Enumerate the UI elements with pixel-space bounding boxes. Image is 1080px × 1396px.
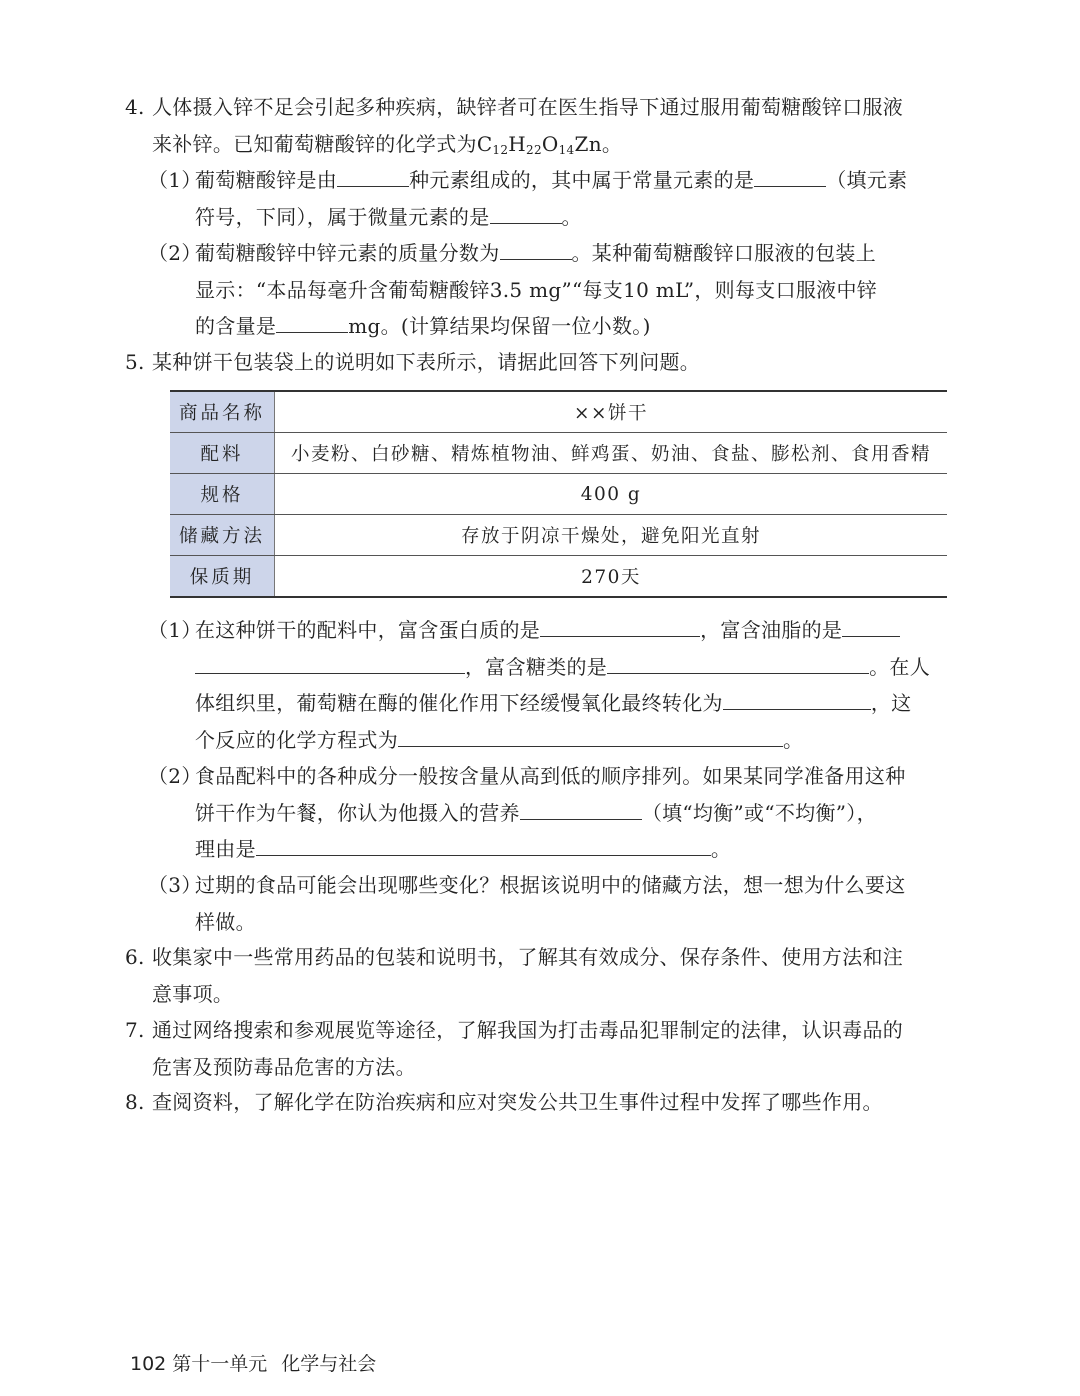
part-number: （1） xyxy=(148,168,202,192)
table-row xyxy=(170,474,947,515)
text-line: 。 xyxy=(710,837,732,861)
question-text xyxy=(152,89,950,126)
text-line: 饼干作为午餐，你认为他摄入的营养 xyxy=(195,800,520,825)
answer-blank[interactable] xyxy=(337,164,409,187)
text-line: 显示：“本品每毫升含葡萄糖酸锌3.5 mg”“每支10 mL”，则每支口服液中锌 xyxy=(195,277,878,302)
table-value: 存放于阴凉干燥处，避免阳光直射 xyxy=(275,515,948,556)
question-number: 5. xyxy=(125,350,145,374)
text-line: 符号，下同），属于微量元素的是 xyxy=(195,204,490,229)
text-line: （填“均衡”或“不均衡”）， xyxy=(641,800,877,825)
table-row xyxy=(170,433,947,474)
text-line: 个反应的化学方程式为 xyxy=(195,727,398,752)
part-number: （3） xyxy=(148,873,202,897)
page-number: 102 xyxy=(130,1353,167,1375)
question-5-part-2 xyxy=(148,758,950,868)
answer-blank[interactable] xyxy=(754,164,826,187)
unit-title: 化学与社会 xyxy=(281,1353,377,1375)
table-row xyxy=(170,515,947,556)
formula-element: H xyxy=(508,131,527,156)
text-line: 。 xyxy=(561,204,582,229)
text-line: 通过网络搜索和参观展览等途径，了解我国为打击毒品犯罪制定的法律，认识毒品的 xyxy=(152,1018,904,1042)
formula-subscript: 14 xyxy=(558,142,575,157)
text-line: 查阅资料，了解化学在防治疾病和应对突发公共卫生事件过程中发挥了哪些作用。 xyxy=(152,1090,883,1114)
table-key: 规格 xyxy=(170,474,275,515)
answer-blank[interactable] xyxy=(490,201,562,224)
answer-blank[interactable] xyxy=(276,310,348,333)
text-line: 收集家中一些常用药品的包装和说明书，了解其有效成分、保存条件、使用方法和注 xyxy=(152,945,904,969)
table-row xyxy=(170,556,947,598)
text-line: 。 xyxy=(783,727,804,752)
formula-element: O xyxy=(541,131,559,156)
text-line: 意事项。 xyxy=(152,981,234,1006)
table-value: ××饼干 xyxy=(275,391,948,433)
answer-blank[interactable] xyxy=(256,833,711,856)
question-number: 7. xyxy=(125,1018,145,1042)
part-number: （1） xyxy=(148,618,202,642)
answer-blank[interactable] xyxy=(398,724,783,747)
question-4 xyxy=(125,89,950,162)
answer-blank[interactable] xyxy=(607,651,869,674)
text-line: 人体摄入锌不足会引起多种疾病，缺锌者可在医生指导下通过服用葡萄糖酸锌口服液 xyxy=(152,95,904,119)
text-line: 理由是 xyxy=(195,837,256,861)
text-line: （填元素 xyxy=(826,168,908,192)
formula-subscript: 12 xyxy=(492,142,509,157)
table-value: 270天 xyxy=(275,556,948,598)
text-line: 葡萄糖酸锌中锌元素的质量分数为 xyxy=(195,241,500,265)
answer-blank[interactable] xyxy=(540,614,700,637)
question-number: 6. xyxy=(125,945,145,969)
text-line: ，富含油脂的是 xyxy=(700,618,843,642)
question-number: 8. xyxy=(125,1090,145,1114)
table-key: 保质期 xyxy=(170,556,275,598)
question-4-part-1 xyxy=(148,162,950,235)
text-line: 样做。 xyxy=(195,909,256,934)
question-number: 4. xyxy=(125,95,145,119)
text-line: 体组织里，葡萄糖在酶的催化作用下经缓慢氧化最终转化为 xyxy=(195,691,723,715)
formula-subscript: 22 xyxy=(526,142,542,157)
question-5-part-3 xyxy=(148,867,950,940)
text-line: 。在人 xyxy=(869,654,931,679)
page-footer xyxy=(130,1350,376,1378)
answer-blank[interactable] xyxy=(195,651,465,674)
question-5-part-1 xyxy=(148,612,950,758)
text-line: 。某种葡萄糖酸锌口服液的包装上 xyxy=(571,241,876,265)
answer-blank[interactable] xyxy=(842,614,900,637)
product-info-table xyxy=(170,390,947,598)
question-6 xyxy=(125,939,950,1012)
text-line: 的含量是 xyxy=(195,314,277,338)
formula-element: C xyxy=(476,131,493,156)
text-line: 食品配料中的各种成分一般按含量从高到低的顺序排列。如果某同学准备用这种 xyxy=(195,764,906,788)
part-number: （2） xyxy=(148,241,202,265)
text-line: 种元素组成的，其中属于常量元素的是 xyxy=(409,168,755,192)
text-line: ，这 xyxy=(870,691,912,715)
answer-blank[interactable] xyxy=(723,687,871,710)
question-8 xyxy=(125,1084,950,1121)
table-row xyxy=(170,391,947,433)
question-7 xyxy=(125,1012,950,1085)
table-value: 小麦粉、白砂糖、精炼植物油、鲜鸡蛋、奶油、食盐、膨松剂、食用香精 xyxy=(275,433,948,474)
text-line: ，富含糖类的是 xyxy=(465,654,608,679)
question-4-part-2 xyxy=(148,235,950,345)
part-number: （2） xyxy=(148,764,202,788)
formula-element: Zn xyxy=(574,131,602,156)
table-key: 商品名称 xyxy=(170,391,275,433)
text-line: 葡萄糖酸锌是由 xyxy=(195,168,338,192)
question-text xyxy=(152,126,950,163)
text-line: 过期的食品可能会出现哪些变化？根据该说明中的储藏方法，想一想为什么要这 xyxy=(195,873,906,897)
question-5 xyxy=(125,344,950,381)
answer-blank[interactable] xyxy=(500,237,572,260)
answer-blank[interactable] xyxy=(520,797,642,820)
text-line: 来补锌。已知葡萄糖酸锌的化学式为 xyxy=(152,131,477,156)
table-value: 400 g xyxy=(275,474,948,515)
text-line: 在这种饼干的配料中，富含蛋白质的是 xyxy=(195,618,541,642)
text-line: 。 xyxy=(601,131,623,156)
chemical-formula xyxy=(477,132,602,156)
text-line: 危害及预防毒品危害的方法。 xyxy=(152,1054,416,1079)
text-line: mg。(计算结果均保留一位小数。) xyxy=(348,314,651,338)
table-key: 储藏方法 xyxy=(170,515,275,556)
question-text: 某种饼干包装袋上的说明如下表所示，请据此回答下列问题。 xyxy=(152,350,701,374)
table-key: 配料 xyxy=(170,433,275,474)
unit-label: 第十一单元 xyxy=(172,1353,268,1375)
